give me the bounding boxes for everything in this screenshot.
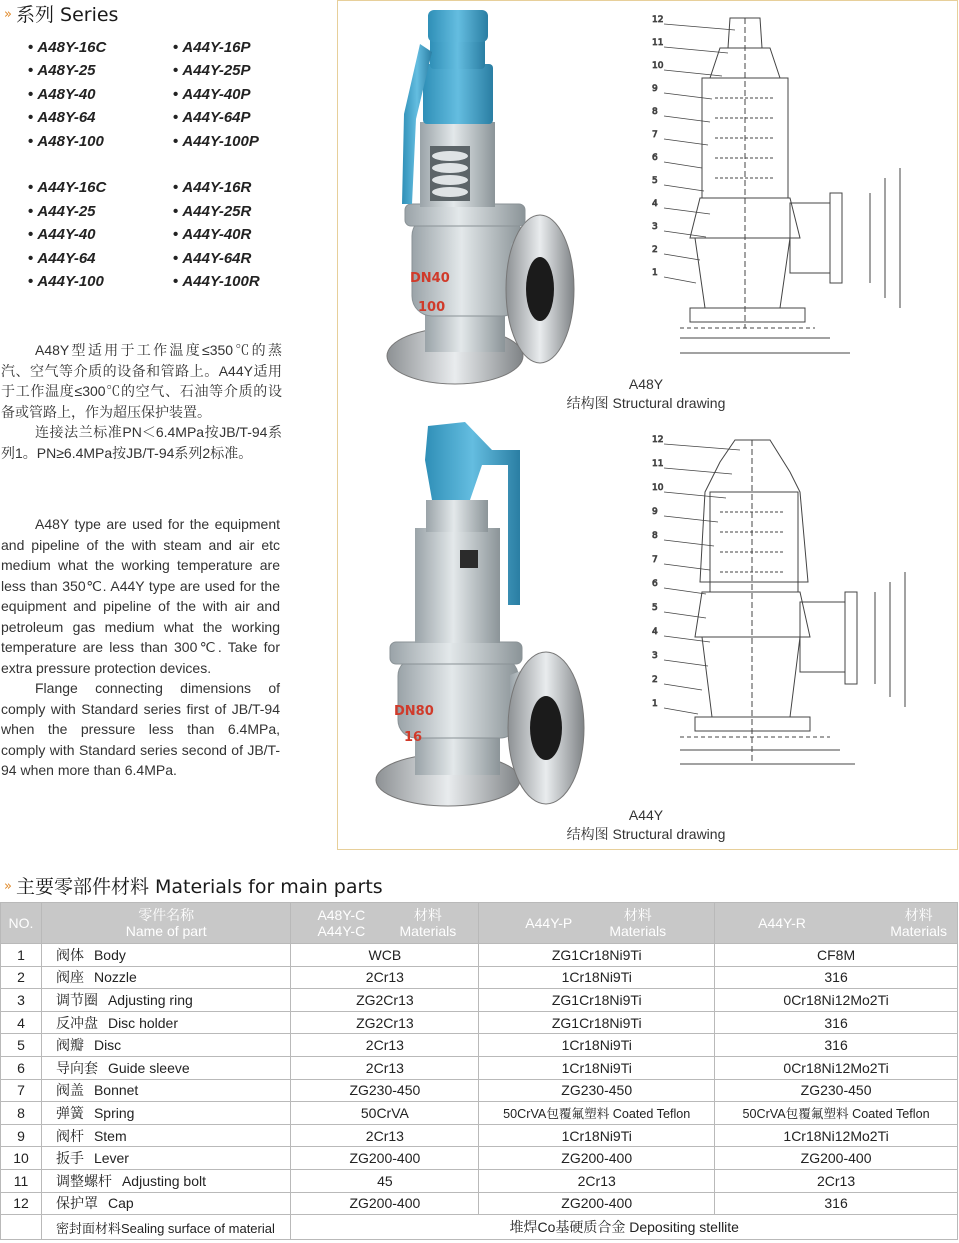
- part-name-cn: 扳手: [55, 1150, 84, 1167]
- part-number-label: 10: [652, 61, 664, 71]
- table-row: [1, 1034, 958, 1057]
- series-heading: [4, 0, 118, 27]
- cell-no: 12: [1, 1192, 42, 1215]
- series-heading-text: 系列 Series: [15, 4, 119, 26]
- chevron-icon: »: [4, 879, 10, 894]
- cell-no: 5: [1, 1034, 42, 1057]
- figure-model-a44y: A44Y: [628, 807, 664, 823]
- part-leader-line: [664, 540, 714, 546]
- series-list-col1: [28, 36, 106, 293]
- header-col-p: [479, 903, 715, 944]
- materials-heading: [4, 872, 383, 899]
- part-number-label: 7: [652, 555, 658, 565]
- table-row: [1, 1147, 958, 1170]
- figure-model-a48y: A48Y: [628, 376, 664, 392]
- sealing-row: [1, 1215, 958, 1240]
- cell-material-p: 1Cr18Ni9Ti: [479, 1056, 715, 1079]
- cell-material-c: 2Cr13: [291, 966, 479, 989]
- cell-material-r: 316: [715, 1034, 958, 1057]
- valve-marking-a44y-1: DN80: [394, 704, 434, 719]
- part-leader-line: [664, 468, 732, 474]
- series-model-item: • A44Y-64P: [173, 106, 260, 129]
- cell-material-r: 316: [715, 966, 958, 989]
- cell-material-p: ZG200-400: [479, 1147, 715, 1170]
- part-number-label: 6: [652, 579, 658, 589]
- valve-photo-a44y: [370, 420, 585, 812]
- cell-material-r: ZG200-400: [715, 1147, 958, 1170]
- part-leader-line: [664, 70, 722, 76]
- table-row: [1, 1102, 958, 1125]
- header-c-model-2: A44Y-C: [317, 923, 366, 939]
- part-name-cn: 弹簧: [55, 1104, 84, 1121]
- header-col-c: [291, 903, 479, 944]
- description-en-p1: A48Y type are used for the equipment and pipeline of the with steam and air etc medium what the working temperature are less than 350℃. A44Y type are used for the equipment and pipeline of the with air and petroleum gas medium what the working temperature are less than 300℃. Take for extra pressure protection devices.: [1, 516, 280, 676]
- header-p-model: A44Y-P: [525, 915, 573, 931]
- cell-no: 2: [1, 966, 42, 989]
- cell-material-p: ZG230-450: [479, 1079, 715, 1102]
- header-r-model: A44Y-R: [758, 915, 806, 931]
- series-model-item: • A44Y-100: [28, 270, 106, 293]
- part-name-cn: 阀座: [55, 969, 84, 986]
- valve-marking-a44y-2: 16: [404, 730, 423, 745]
- description-cn-p2: 连接法兰标准PN＜6.4MPa按JB/T-94系列1。PN≥6.4MPa按JB/T-94系列2标准。: [1, 424, 282, 461]
- part-number-label: 4: [652, 199, 658, 209]
- header-name-cn: 零件名称: [138, 907, 195, 923]
- part-number-label: 5: [652, 176, 658, 186]
- series-model-item: • A44Y-16P: [173, 36, 260, 59]
- cell-material-p: 50CrVA包覆氟塑料 Coated Teflon: [479, 1102, 715, 1125]
- series-model-item: • A44Y-64: [28, 247, 106, 270]
- cell-material-r: 50CrVA包覆氟塑料 Coated Teflon: [715, 1102, 958, 1125]
- table-row: [1, 1079, 958, 1102]
- cell-material-c: ZG200-400: [291, 1192, 479, 1215]
- cell-material-r: 316: [715, 1192, 958, 1215]
- part-leader-line: [664, 612, 706, 618]
- description-en-p2: Flange connecting dimensions of comply with Standard series first of JB/T-94 when the pressure less than 6.4MPa, comply with Standard series second of JB/T-94 when more than 6.4MPa.: [1, 680, 280, 778]
- cell-part-name: [41, 989, 290, 1012]
- cell-part-name: [41, 1102, 290, 1125]
- cell-material-p: ZG1Cr18Ni9Ti: [479, 944, 715, 967]
- cell-material-c: ZG230-450: [291, 1079, 479, 1102]
- part-number-label: 1: [652, 268, 658, 278]
- series-model-item: • A48Y-25: [28, 59, 106, 82]
- cell-material-p: ZG1Cr18Ni9Ti: [479, 1011, 715, 1034]
- cell-material-c: 50CrVA: [291, 1102, 479, 1125]
- cell-part-name: [41, 1147, 290, 1170]
- cell-material-p: ZG200-400: [479, 1192, 715, 1215]
- materials-table: [0, 902, 958, 1240]
- part-name-cn: 调整螺杆: [55, 1172, 112, 1189]
- cell-no: 8: [1, 1102, 42, 1125]
- part-leader-line: [664, 708, 698, 714]
- cell-part-name: [41, 944, 290, 967]
- header-c-mat-en: Materials: [399, 923, 457, 939]
- cell-part-name: [41, 1056, 290, 1079]
- cell-material-c: 45: [291, 1169, 479, 1192]
- part-leader-line: [664, 444, 740, 450]
- cell-part-name: [41, 1011, 290, 1034]
- series-model-item: • A44Y-40P: [173, 83, 260, 106]
- part-leader-line: [664, 47, 728, 53]
- part-name-en: Stem: [93, 1127, 127, 1144]
- part-number-label: 3: [652, 222, 658, 232]
- cell-part-name: [41, 1192, 290, 1215]
- header-col-r: [715, 903, 958, 944]
- part-leader-line: [664, 277, 696, 283]
- description-cn-p1: A48Y型适用于工作温度≤350℃的蒸汽、空气等介质的设备和管路上。A44Y适用于工作温度≤300℃的空气、石油等介质的设备或管路上，作为超压保护装置。: [1, 342, 282, 420]
- cell-material-p: 1Cr18Ni9Ti: [479, 1034, 715, 1057]
- cell-material-r: ZG230-450: [715, 1079, 958, 1102]
- header-c-model-1: A48Y-C: [317, 907, 366, 923]
- cell-no: 1: [1, 944, 42, 967]
- materials-heading-text: 主要零部件材料 Materials for main parts: [15, 876, 383, 898]
- cell-part-name: [41, 1124, 290, 1147]
- part-name-en: Body: [93, 946, 126, 963]
- header-p-mat-en: Materials: [609, 923, 667, 939]
- part-name-en: Lever: [93, 1150, 129, 1167]
- part-leader-line: [664, 660, 708, 666]
- table-row: [1, 989, 958, 1012]
- figure-caption-a48y: 结构图 Structural drawing: [566, 395, 726, 411]
- cell-material-p: 1Cr18Ni9Ti: [479, 1124, 715, 1147]
- part-name-en: Adjusting ring: [107, 991, 193, 1008]
- series-model-item: • A44Y-16C: [28, 176, 106, 199]
- part-leader-line: [664, 564, 710, 570]
- header-p-mat-cn: 材料: [623, 907, 652, 923]
- part-number-label: 7: [652, 130, 658, 140]
- table-row: [1, 1169, 958, 1192]
- cell-part-name: [41, 1079, 290, 1102]
- valve-marking-a48y-1: DN40: [410, 271, 450, 286]
- structural-drawing-a48y: [640, 8, 940, 378]
- description-english: [1, 514, 280, 781]
- cell-material-p: 2Cr13: [479, 1169, 715, 1192]
- cell-material-c: WCB: [291, 944, 479, 967]
- cell-no: 3: [1, 989, 42, 1012]
- part-name-cn: 导向套: [55, 1059, 98, 1076]
- part-number-label: 9: [652, 84, 658, 94]
- part-leader-line: [664, 254, 700, 260]
- part-leader-line: [664, 684, 702, 690]
- cell-material-r: 0Cr18Ni12Mo2Ti: [715, 1056, 958, 1079]
- cell-material-c: ZG200-400: [291, 1147, 479, 1170]
- series-model-item: • A44Y-100R: [173, 270, 260, 293]
- part-name-cn: 保护罩: [55, 1195, 98, 1212]
- cell-no: 9: [1, 1124, 42, 1147]
- part-name-cn: 调节圈: [55, 991, 98, 1008]
- part-number-label: 2: [652, 675, 658, 685]
- part-number-label: 11: [652, 459, 664, 469]
- part-name-en: Guide sleeve: [107, 1059, 190, 1076]
- series-model-item: • A48Y-100: [28, 130, 106, 153]
- header-no: NO.: [1, 903, 42, 944]
- chevron-icon: »: [4, 7, 10, 22]
- table-header-row: [1, 903, 958, 944]
- part-name-cn: 阀体: [55, 946, 84, 963]
- series-model-item: • A44Y-100P: [173, 130, 260, 153]
- list-spacer: [173, 153, 260, 176]
- cell-no: 10: [1, 1147, 42, 1170]
- cell-material-r: 2Cr13: [715, 1169, 958, 1192]
- cell-material-p: 1Cr18Ni9Ti: [479, 966, 715, 989]
- series-model-item: • A44Y-40R: [173, 223, 260, 246]
- cell-material-r: 316: [715, 1011, 958, 1034]
- list-spacer: [28, 153, 106, 176]
- part-number-label: 11: [652, 38, 664, 48]
- table-row: [1, 1056, 958, 1079]
- cell-no: 11: [1, 1169, 42, 1192]
- table-row: [1, 1192, 958, 1215]
- part-leader-line: [664, 208, 710, 214]
- series-list-col2: [173, 36, 260, 293]
- cell-no: 7: [1, 1079, 42, 1102]
- part-number-label: 4: [652, 627, 658, 637]
- cell-material-p: ZG1Cr18Ni9Ti: [479, 989, 715, 1012]
- cell-no: 6: [1, 1056, 42, 1079]
- series-model-item: • A44Y-25: [28, 200, 106, 223]
- part-name-en: Disc: [93, 1037, 122, 1054]
- header-r-mat-en: Materials: [890, 923, 947, 939]
- table-row: [1, 966, 958, 989]
- cell-material-c: ZG2Cr13: [291, 989, 479, 1012]
- part-name-en: Adjusting bolt: [121, 1172, 207, 1189]
- header-name-en: Name of part: [125, 923, 207, 939]
- part-leader-line: [664, 231, 706, 237]
- header-name: [41, 903, 290, 944]
- part-leader-line: [664, 24, 735, 30]
- table-row: [1, 1011, 958, 1034]
- cell-part-name: [41, 1034, 290, 1057]
- header-c-mat-cn: 材料: [413, 907, 442, 923]
- part-number-label: 9: [652, 507, 658, 517]
- table-row: [1, 944, 958, 967]
- structural-drawing-a44y: [640, 432, 940, 804]
- part-number-label: 8: [652, 107, 658, 117]
- series-model-item: • A48Y-16C: [28, 36, 106, 59]
- sealing-label: 密封面材料Sealing surface of material: [41, 1215, 290, 1240]
- description-chinese: [1, 340, 282, 463]
- part-leader-line: [664, 162, 702, 168]
- part-name-en: Bonnet: [93, 1082, 139, 1099]
- part-leader-line: [664, 139, 708, 145]
- part-leader-line: [664, 588, 706, 594]
- part-leader-line: [664, 185, 704, 191]
- cell-material-c: ZG2Cr13: [291, 1011, 479, 1034]
- part-leader-line: [664, 116, 710, 122]
- cell-material-r: 0Cr18Ni12Mo2Ti: [715, 989, 958, 1012]
- part-name-en: Spring: [93, 1104, 135, 1121]
- part-name-cn: 阀杆: [55, 1127, 84, 1144]
- part-leader-line: [664, 93, 712, 99]
- series-model-item: • A44Y-64R: [173, 247, 260, 270]
- part-number-label: 5: [652, 603, 658, 613]
- series-model-item: • A44Y-25P: [173, 59, 260, 82]
- cell-no: [1, 1215, 42, 1240]
- part-name-cn: 阀盖: [55, 1082, 84, 1099]
- part-name-cn: 阀瓣: [55, 1037, 84, 1054]
- figure-caption-a44y: 结构图 Structural drawing: [566, 826, 726, 842]
- part-number-label: 8: [652, 531, 658, 541]
- cell-material-r: 1Cr18Ni12Mo2Ti: [715, 1124, 958, 1147]
- part-number-label: 6: [652, 153, 658, 163]
- series-model-item: • A44Y-25R: [173, 200, 260, 223]
- cell-part-name: [41, 1169, 290, 1192]
- part-number-label: 10: [652, 483, 664, 493]
- series-model-item: • A44Y-16R: [173, 176, 260, 199]
- series-model-item: • A44Y-40: [28, 223, 106, 246]
- part-name-cn: 反冲盘: [55, 1014, 98, 1031]
- part-name-en: Nozzle: [93, 969, 137, 986]
- cell-material-c: 2Cr13: [291, 1034, 479, 1057]
- table-row: [1, 1124, 958, 1147]
- part-number-label: 12: [652, 15, 664, 25]
- sealing-value: 堆焊Co基硬质合金 Depositing stellite: [291, 1215, 958, 1240]
- cell-part-name: [41, 966, 290, 989]
- part-number-label: 1: [652, 699, 658, 709]
- part-name-en: Cap: [107, 1195, 134, 1212]
- part-number-label: 2: [652, 245, 658, 255]
- header-r-mat-cn: 材料: [904, 907, 933, 923]
- valve-photo-a48y: [380, 4, 580, 396]
- cell-material-r: CF8M: [715, 944, 958, 967]
- cell-no: 4: [1, 1011, 42, 1034]
- series-model-item: • A48Y-40: [28, 83, 106, 106]
- part-number-label: 12: [652, 435, 664, 445]
- cell-material-c: 2Cr13: [291, 1056, 479, 1079]
- part-number-label: 3: [652, 651, 658, 661]
- cell-material-c: 2Cr13: [291, 1124, 479, 1147]
- part-name-en: Disc holder: [107, 1014, 178, 1031]
- series-model-item: • A48Y-64: [28, 106, 106, 129]
- valve-marking-a48y-2: 100: [418, 300, 446, 315]
- part-leader-line: [664, 492, 726, 498]
